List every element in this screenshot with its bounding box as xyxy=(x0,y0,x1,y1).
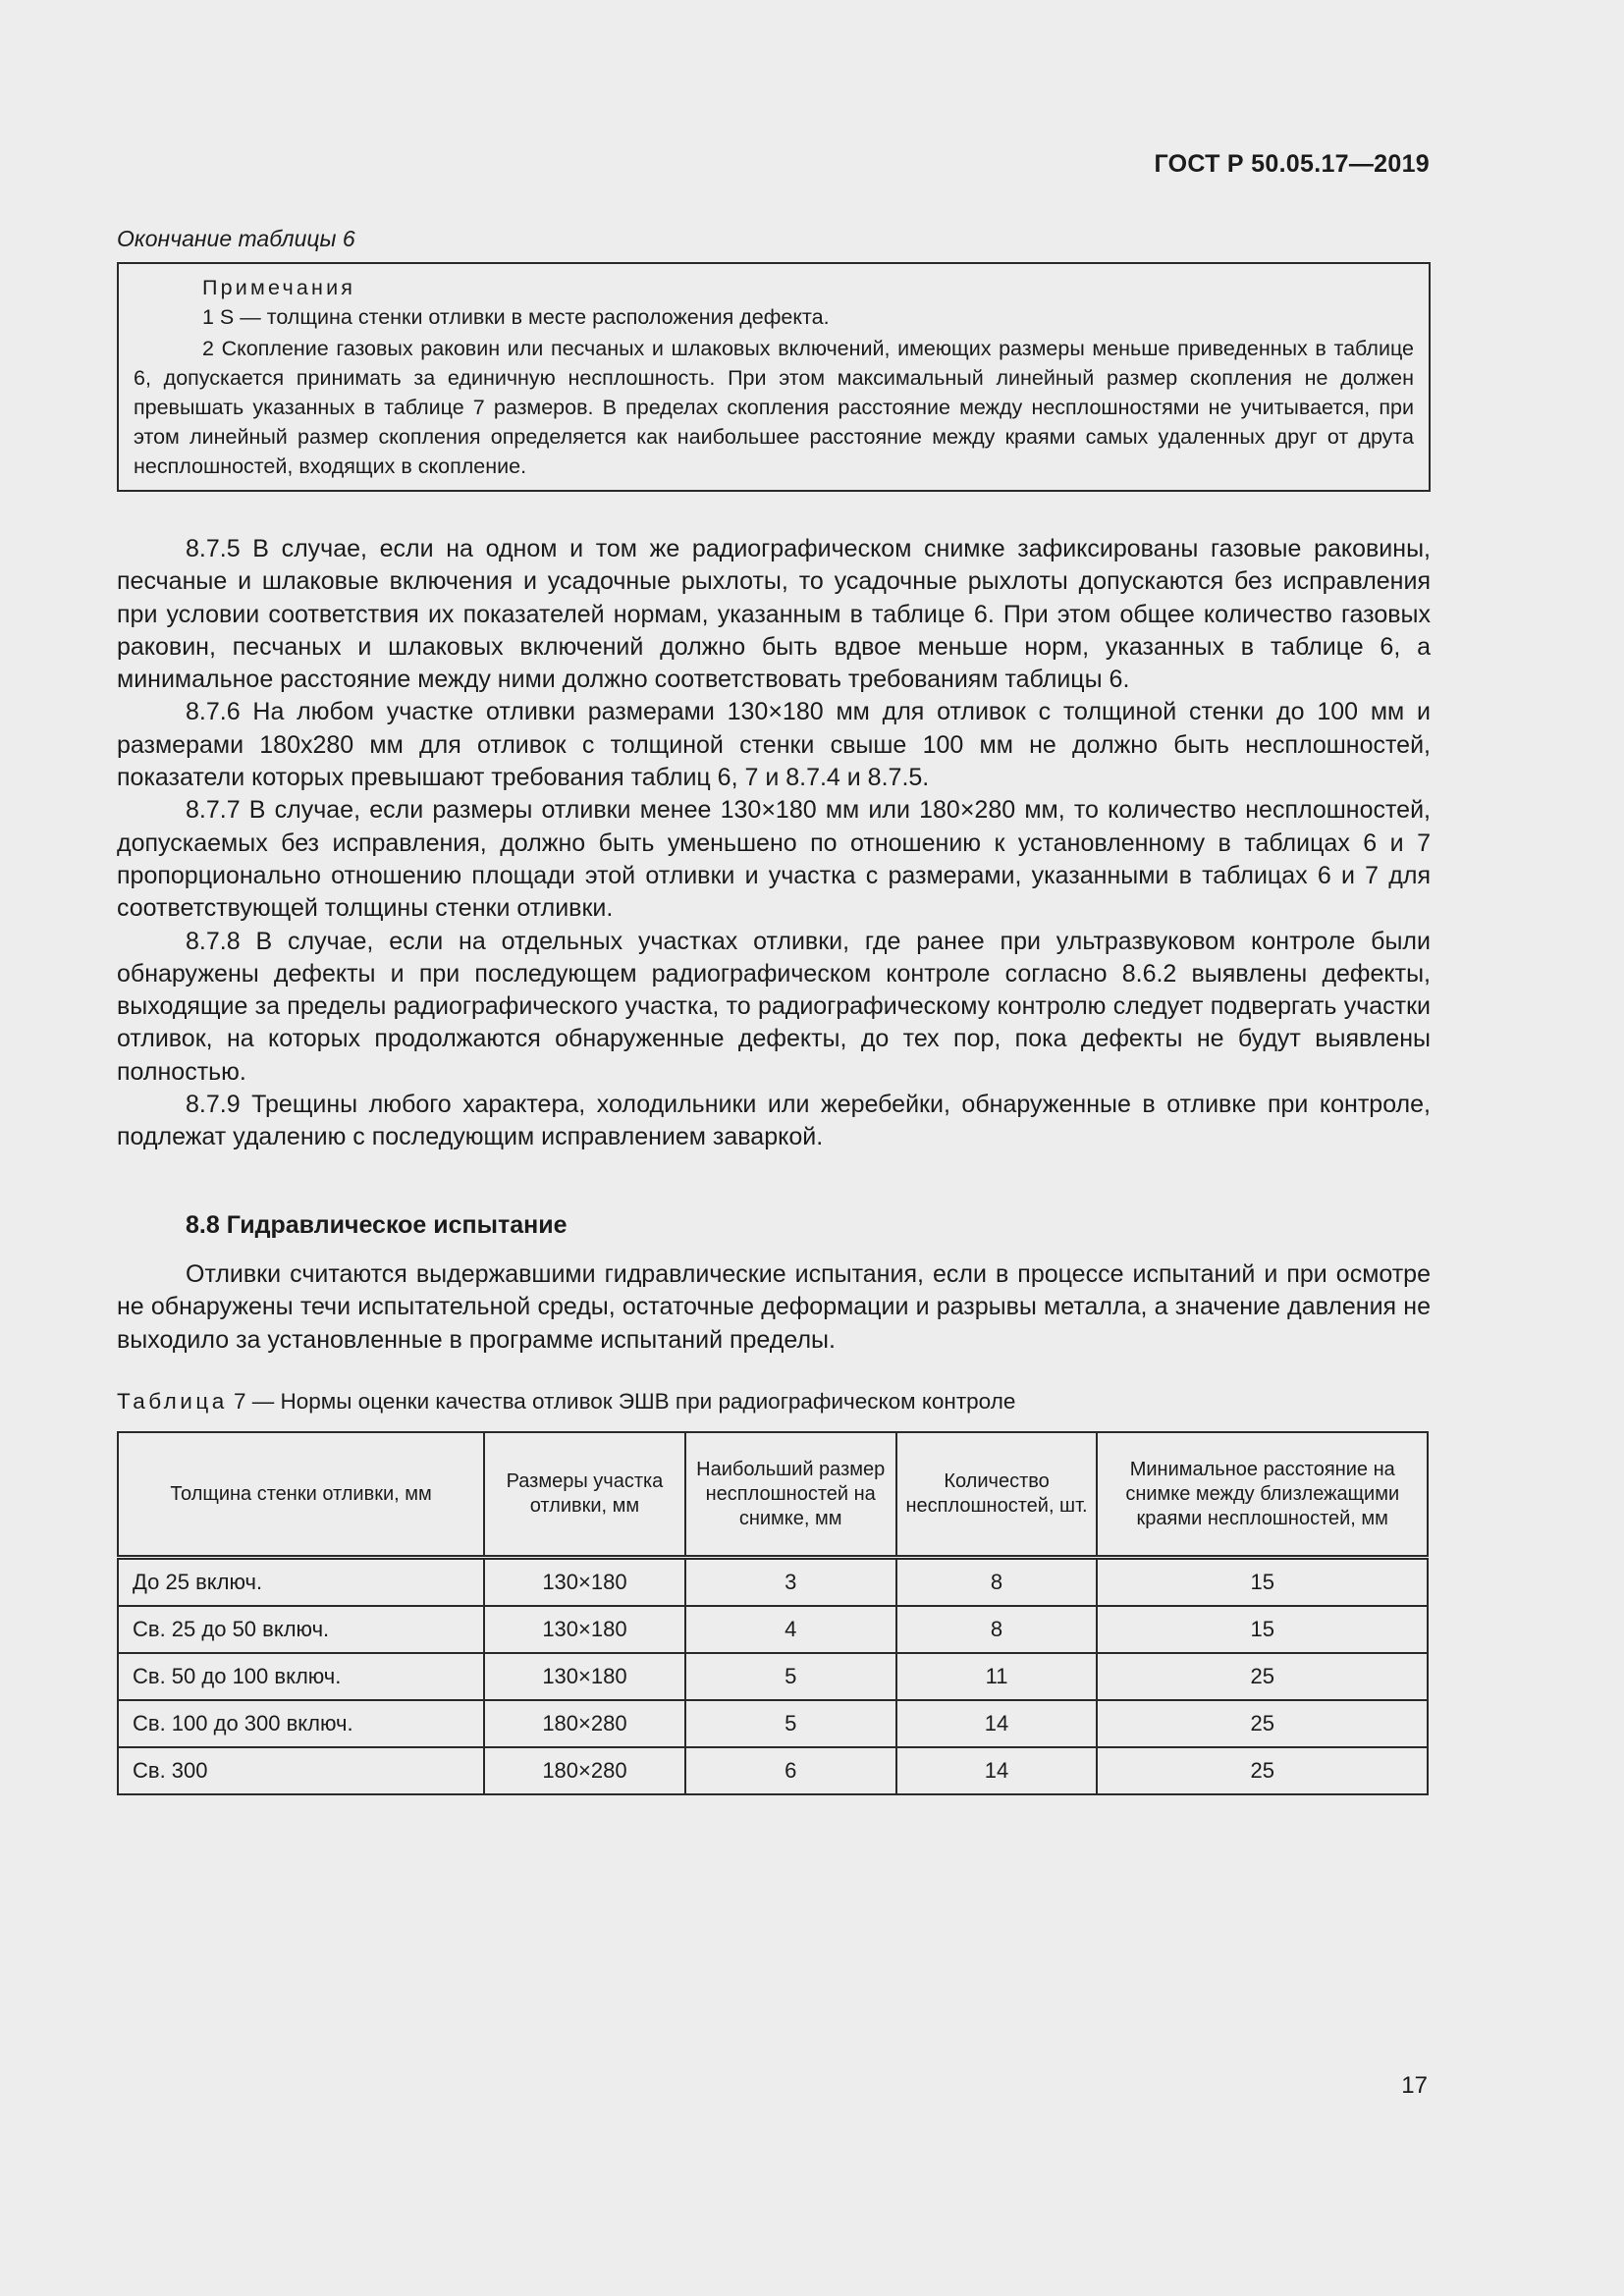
header-min-distance: Минимальное расстояние на снимке между близлежащими краями несплошностей, мм xyxy=(1097,1432,1428,1558)
document-code: ГОСТ Р 50.05.17—2019 xyxy=(1154,150,1430,178)
cell-count: 8 xyxy=(896,1606,1098,1653)
cell-thickness: До 25 включ. xyxy=(118,1558,484,1607)
paragraph-8-7-6: 8.7.6 На любом участке отливки размерами 130×180 мм для отливок с толщиной стенки до 100 мм и размерами 180х280 мм для отливок с толщиной стенки свыше 100 мм не должно быть несплошностей, показатели которых превышают требования таблиц 6, 7 и 8.7.4 и 8.7.5. xyxy=(117,698,1431,792)
table-row xyxy=(118,1747,1428,1794)
cell-max-size: 4 xyxy=(685,1606,896,1653)
cell-area: 130×180 xyxy=(484,1558,685,1607)
cell-area: 130×180 xyxy=(484,1653,685,1700)
table-7-caption xyxy=(117,1389,1015,1415)
cell-area: 130×180 xyxy=(484,1606,685,1653)
paragraph-8-7-9: 8.7.9 Трещины любого характера, холодильники или жеребейки, обнаруженные в отливке при контроле, подлежат удалению с последующим исправлением заваркой. xyxy=(117,1091,1431,1151)
cell-max-size: 5 xyxy=(685,1653,896,1700)
table-7 xyxy=(117,1431,1429,1795)
cell-area: 180×280 xyxy=(484,1700,685,1747)
paragraph-8-7-7: 8.7.7 В случае, если размеры отливки менее 130×180 мм или 180×280 мм, то количество несплошностей, допускаемых без исправления, должно быть уменьшено по отношению к установленному в таблицах 6 и 7 пропорционально отношению площади этой отливки и участка с размерами, указанными в таблицах 6 и 7 для соответствующей толщины стенки отливки. xyxy=(117,796,1431,923)
cell-max-size: 6 xyxy=(685,1747,896,1794)
header-area-size: Размеры участка отливки, мм xyxy=(484,1432,685,1558)
note-2: 2 Скопление газовых раковин или песчаных и шлаковых включений, имеющих размеры меньше приведенных в таблице 6, допускается принимать за единичную несплошность. При этом максимальный линейный размер скопления не должен превышать указанных в таблице 7 размеров. В пределах скопления расстояние между несплошностями не учитывается, при этом линейный размер скопления определяется как наибольшее расстояние между краями самых удаленных друг от друта несплошностей, входящих в скопление. xyxy=(134,337,1414,478)
table-row xyxy=(118,1606,1428,1653)
paragraph-8-7-5: 8.7.5 В случае, если на одном и том же радиографическом снимке зафиксированы газовые раковины, песчаные и шлаковые включения и усадочные рыхлоты, то усадочные рыхлоты допускаются без исправления при условии соответствия их показателей нормам, указанным в таблице 6. При этом общее количество газовых раковин, песчаных и шлаковых включений должно быть вдвое меньше норм, указанных в таблице 6, а минимальное расстояние между ними должно соответствовать требованиям таблицы 6. xyxy=(117,535,1431,694)
paragraph-8-7-8: 8.7.8 В случае, если на отдельных участках отливки, где ранее при ультразвуковом контроле были обнаружены дефекты и при последующем радиографическом контроле согласно 8.6.2 выявлены дефекты, выходящие за пределы радиографического участка, то радиографическому контролю следует подвергать участки отливок, на которых продолжаются обнаруженные дефекты, до тех пор, пока дефекты не будут выявлены полностью. xyxy=(117,927,1431,1086)
cell-min-distance: 15 xyxy=(1097,1558,1428,1607)
table-7-caption-text: 7 — Нормы оценки качества отливок ЭШВ при радиографическом контроле xyxy=(234,1389,1016,1414)
cell-min-distance: 25 xyxy=(1097,1653,1428,1700)
notes-heading: Примечания xyxy=(202,276,356,299)
header-wall-thickness: Толщина стенки отливки, мм xyxy=(118,1432,484,1558)
cell-count: 14 xyxy=(896,1700,1098,1747)
cell-thickness: Св. 300 xyxy=(118,1747,484,1794)
cell-thickness: Св. 100 до 300 включ. xyxy=(118,1700,484,1747)
section-8-7-paragraphs xyxy=(117,533,1431,1154)
cell-count: 8 xyxy=(896,1558,1098,1607)
cell-max-size: 3 xyxy=(685,1558,896,1607)
cell-count: 14 xyxy=(896,1747,1098,1794)
header-defect-count: Количество несплошностей, шт. xyxy=(896,1432,1098,1558)
table-row xyxy=(118,1700,1428,1747)
paragraph-8-8: Отливки считаются выдержавшими гидравлические испытания, если в процессе испытаний и при осмотре не обнаружены течи испытательной среды, остаточные деформации и разрывы металла, а значение давления не выходило за установленные в программе испытаний пределы. xyxy=(117,1260,1431,1354)
cell-min-distance: 15 xyxy=(1097,1606,1428,1653)
table-row xyxy=(118,1558,1428,1607)
cell-thickness: Св. 50 до 100 включ. xyxy=(118,1653,484,1700)
table-6-continuation-caption: Окончание таблицы 6 xyxy=(117,226,355,251)
cell-min-distance: 25 xyxy=(1097,1700,1428,1747)
note-1: 1 S — толщина стенки отливки в месте расположения дефекта. xyxy=(202,305,830,329)
cell-max-size: 5 xyxy=(685,1700,896,1747)
table-6-notes xyxy=(117,262,1431,492)
cell-min-distance: 25 xyxy=(1097,1747,1428,1794)
section-8-8-title: 8.8 Гидравлическое испытание xyxy=(186,1211,568,1239)
cell-thickness: Св. 25 до 50 включ. xyxy=(118,1606,484,1653)
page-number: 17 xyxy=(1401,2072,1428,2099)
cell-count: 11 xyxy=(896,1653,1098,1700)
table-header-row xyxy=(118,1432,1428,1558)
table-7-caption-label: Таблица xyxy=(117,1389,228,1414)
table-row xyxy=(118,1653,1428,1700)
cell-area: 180×280 xyxy=(484,1747,685,1794)
section-8-8-body xyxy=(117,1258,1431,1357)
header-max-defect-size: Наибольший размер несплошностей на снимке, мм xyxy=(685,1432,896,1558)
